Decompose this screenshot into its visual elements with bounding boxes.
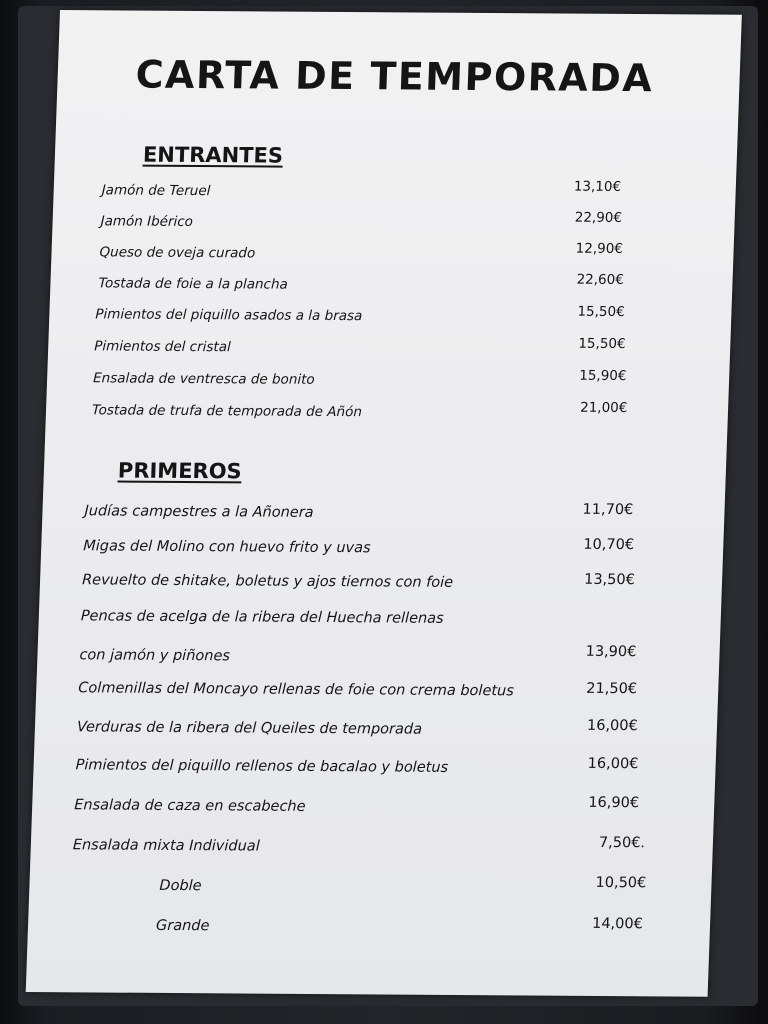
menu-item-name: Pimientos del piquillo asados a la brasa — [95, 306, 363, 325]
menu-item-name: Revuelto de shitake, boletus y ajos tiernos con foie — [81, 572, 454, 591]
menu-item-name: Migas del Molino con huevo frito y uvas — [82, 538, 371, 557]
menu-item-name: Pimientos del piquillo rellenos de bacalao y boletus — [75, 757, 449, 776]
menu-item-price: 13,10€ — [573, 178, 622, 195]
menu-item-price: 10,70€ — [583, 536, 635, 554]
menu-item-price: 16,00€ — [587, 755, 639, 773]
menu-item-price: 21,00€ — [579, 399, 628, 417]
menu-item-price: 10,50€ — [595, 874, 647, 892]
menu-item-price: 15,50€ — [577, 303, 625, 321]
menu-item-name: Ensalada de caza en escabeche — [73, 797, 306, 815]
menu-item-name: Pencas de acelga de la ribera del Huecha rellenas — [80, 608, 444, 627]
section-heading-primeros: PRIMEROS — [117, 458, 243, 484]
menu-item-price: 22,90€ — [574, 209, 623, 226]
menu-item-name: con jamón y piñones — [79, 647, 231, 665]
menu-item-price: 14,00€ — [591, 915, 644, 933]
menu-item-name: Tostada de foie a la plancha — [98, 275, 289, 293]
menu-item-price: 21,50€ — [586, 680, 638, 698]
menu-item-price: 15,90€ — [578, 367, 627, 385]
menu-title: CARTA DE TEMPORADA — [134, 52, 655, 101]
menu-item-name: Jamón Ibérico — [100, 213, 194, 230]
menu-item-name: Doble — [159, 877, 202, 895]
menu-item-price: 7,50€. — [598, 834, 646, 852]
menu-item-name: Pimientos del cristal — [93, 338, 232, 356]
section-heading-entrantes: ENTRANTES — [142, 142, 284, 168]
menu-item-name: Jamón de Teruel — [101, 182, 211, 200]
menu-item-price: 13,90€ — [585, 643, 637, 661]
menu-item-price: 11,70€ — [582, 501, 634, 519]
menu-item-name: Grande — [155, 917, 210, 935]
menu-item-price: 16,90€ — [588, 794, 640, 812]
menu-item-name: Colmenillas del Moncayo rellenas de foie con crema boletus — [78, 680, 515, 700]
menu-sheet — [26, 10, 742, 997]
menu-item-price: 16,00€ — [586, 717, 639, 735]
menu-item-price: 12,90€ — [575, 240, 624, 257]
menu-item-price: 15,50€ — [578, 335, 626, 353]
menu-item-price: 22,60€ — [576, 271, 625, 288]
menu-item-name: Verduras de la ribera del Queiles de temporada — [76, 719, 423, 738]
menu-item-name: Queso de oveja curado — [99, 244, 256, 262]
menu-item-price: 13,50€ — [583, 571, 636, 589]
menu-item-name: Ensalada de ventresca de bonito — [92, 370, 315, 388]
menu-item-name: Ensalada mixta Individual — [72, 837, 261, 855]
menu-item-name: Judías campestres a la Añonera — [84, 503, 314, 521]
menu-item-name: Tostada de trufa de temporada de Añón — [91, 402, 363, 421]
